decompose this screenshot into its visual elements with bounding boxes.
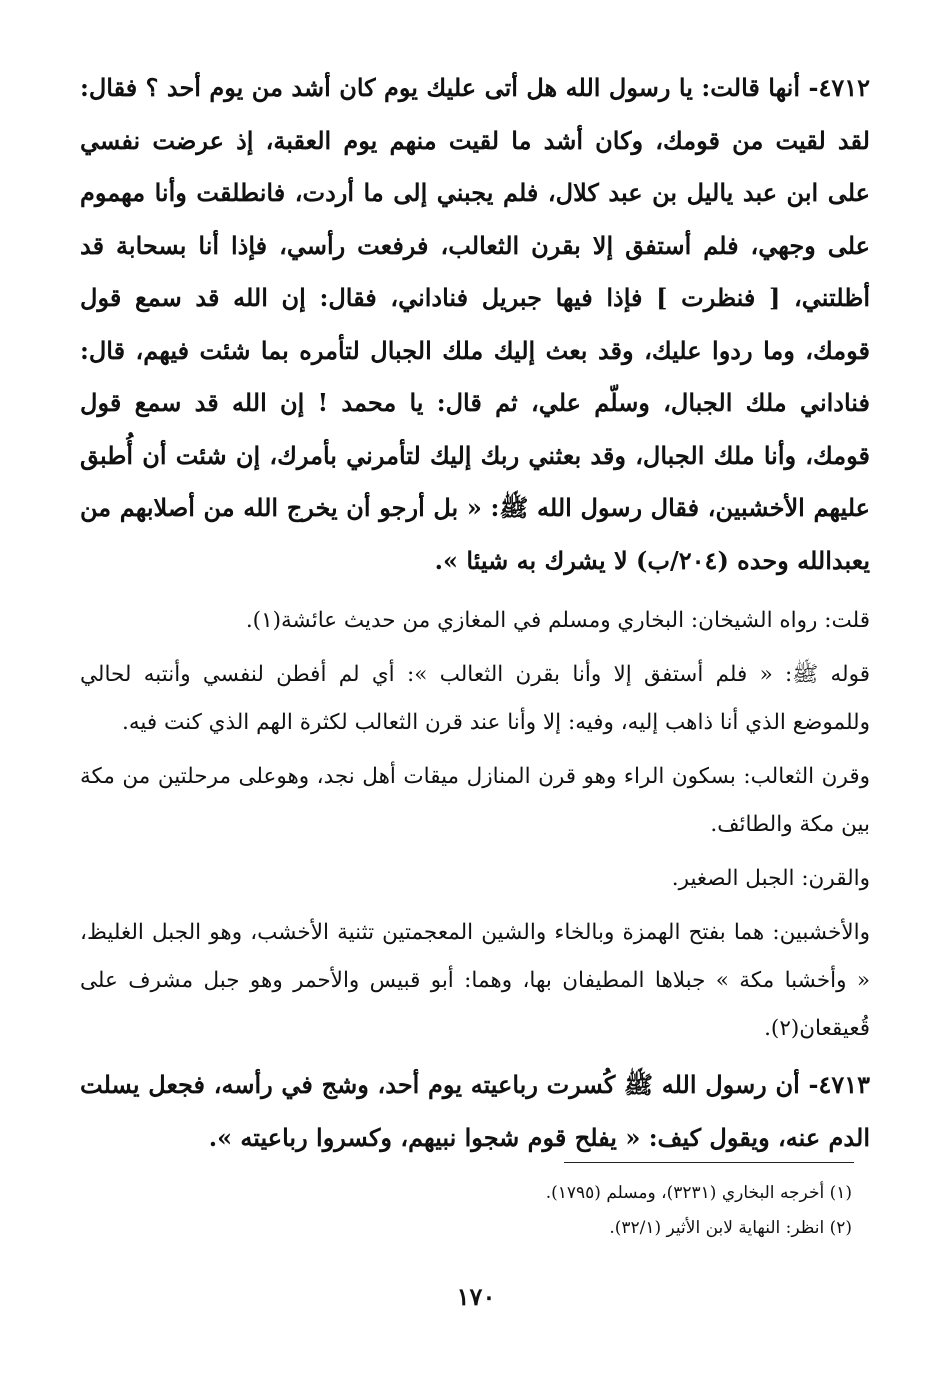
hadith-4712: ٤٧١٢- أنها قالت: يا رسول الله هل أتى عليك يوم كان أشد من يوم أحد ؟ فقال: لقد لقيت من قومك، وكان أشد ما لقيت منهم يوم العقبة، إذ عرضت نفسي على ابن عبد ياليل بن عبد كلال، فلم يجبني إلى ما أردت، فانطلقت وأنا مهموم على وجهي، فلم أستفق إلا بقرن الثعالب، فرفعت رأسي، فإذا أنا بسحابة قد أظلتني، [ فنظرت ] فإذا فيها جبريل فناداني، فقال: إن الله قد سمع قول قومك، وما ردوا عليك، وقد بعث إليك ملك الجبال لتأمره بما شئت فيهم، قال: فناداني ملك الجبال، وسلّم علي، ثم قال: يا محمد ! إن الله قد سمع قول قومك، وأنا ملك الجبال، وقد بعثني ربك إليك لتأمرني بأمرك، إن شئت أن أُطبق عليهم الأخشبين، فقال رسول الله ﷺ: « بل أرجو أن يخرج الله من أصلابهم من يعبدالله وحده (٢٠٤/ب) لا يشرك به شيئا ». xyxy=(80,73,871,575)
footnotes xyxy=(80,1176,852,1246)
commentary-takhrij: قلت: رواه الشيخان: البخاري ومسلم في المغازي من حديث عائشة(١). xyxy=(245,608,870,633)
footnote-2: (٢) انظر: النهاية لابن الأثير (٣٢/١). xyxy=(609,1218,852,1238)
commentary-qarn-althaalib: وقرن الثعالب: بسكون الراء وهو قرن المنازل ميقات أهل نجد، وهوعلى مرحلتين من مكة بين مكة والطائف. xyxy=(80,764,870,837)
commentary-akhshabayn: والأخشبين: هما بفتح الهمزة وبالخاء والشين المعجمتين تثنية الأخشب، وهو الجبل الغليظ، « وأخشبا مكة » جبلاها المطيفان بها، وهما: أبو قبيس والأحمر وهو جبل مشرف على قُعيقعان(٢). xyxy=(80,920,870,1041)
commentary-qarn: والقرن: الجبل الصغير. xyxy=(671,866,870,891)
footnote-separator xyxy=(564,1162,854,1163)
page-number: ١٧٠ xyxy=(456,1282,496,1311)
commentary-istafiq: قوله ﷺ: « فلم أستفق إلا وأنا بقرن الثعالب »: أي لم أفطن لنفسي وأنتبه لحالي وللموضع الذي أنا ذاهب إليه، وفيه: إلا وأنا عند قرن الثعالب لكثرة الهم الذي كنت فيه. xyxy=(80,662,870,735)
footnote-1: (١) أخرجه البخاري (٣٢٣١)، ومسلم (١٧٩٥). xyxy=(545,1183,852,1203)
hadith-4713: ٤٧١٣- أن رسول الله ﷺ كُسرت رباعيته يوم أحد، وشج في رأسه، فجعل يسلت الدم عنه، ويقول كيف: « يفلح قوم شجوا نبيهم، وكسروا رباعيته ». xyxy=(80,1070,870,1152)
